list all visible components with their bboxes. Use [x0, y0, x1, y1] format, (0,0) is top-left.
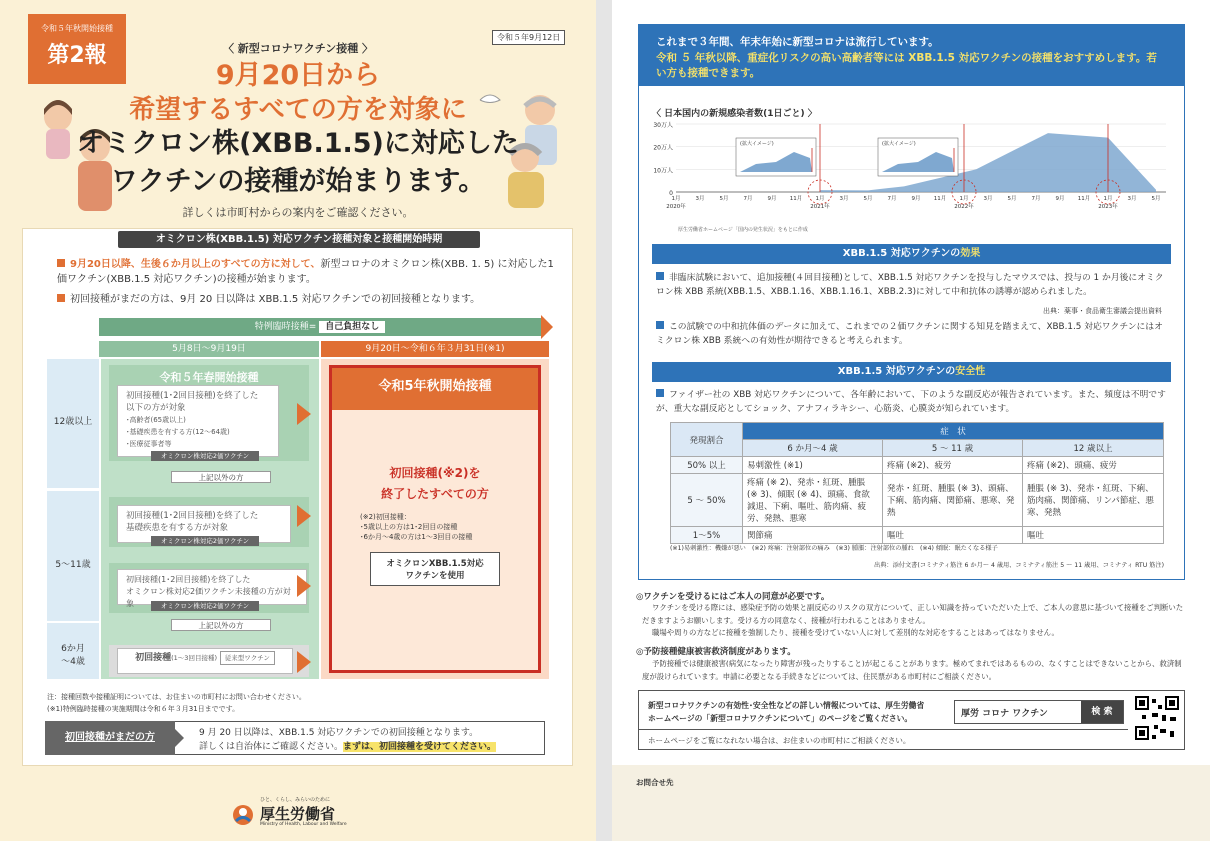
contact-label: お問合せ先 — [636, 778, 674, 787]
box4-tag: 従来型ワクチン — [220, 651, 275, 665]
tag-main: 第2報 — [47, 43, 107, 68]
td-cell: 発赤・紅斑、腫脹 (※ 3)、頭痛、下痢、筋肉痛、関節痛、悪寒、発熱 — [883, 474, 1023, 527]
mhlw-logo-icon — [232, 804, 254, 826]
qr-code-icon[interactable] — [1134, 695, 1180, 741]
headline-vaccine: オミクロン株(XBB.1.5)に対応した — [77, 128, 519, 159]
headline-date: 9月20日から — [215, 60, 381, 91]
footnote-2: (※1)特例臨時接種の実施期間は令和６年３月31日までです。 — [47, 705, 240, 713]
x-tick-label: 7月 — [743, 196, 753, 202]
efficacy-title-a: XBB.1.5 対応ワクチンの — [842, 248, 961, 259]
autumn-mid1: 初回接種 — [389, 466, 438, 480]
td-cell: 関節痛 — [743, 527, 883, 544]
arrow-icon — [297, 403, 311, 425]
details-note: 詳しくは市町村からの案内をご確認ください。 — [182, 206, 414, 219]
tag-top: 令和５年秋開始接種 — [41, 24, 113, 33]
safety-title-a: XBB.1.5 対応ワクチンの — [837, 366, 956, 377]
mhlw-logo — [232, 798, 352, 830]
xbb-use-1: オミクロンXBB.1.5対応 — [386, 559, 484, 569]
xbb-use-2: ワクチンを使用 — [405, 571, 465, 581]
th-symptom: 症 状 — [743, 423, 1164, 440]
info-divider — [638, 729, 1128, 730]
box3-line: 初回接種(1･2回目接種)を終了した — [126, 575, 251, 584]
box2-line: 基礎疾患を有する方が対象 — [126, 523, 229, 533]
self-pay-badge: 自己負担なし — [319, 321, 385, 333]
td-cell: 疼痛 (※ 2)、発赤・紅斑、腫脹 (※ 3)、傾眠 (※ 4)、頭痛、食欲減退、下痢、嘔吐、筋肉痛、疲労、発熱、悪寒 — [743, 474, 883, 527]
arrow-icon — [297, 575, 311, 597]
td-rate: 1〜5% — [671, 527, 743, 544]
box2-line: 初回接種(1･2回目接種)を終了した — [126, 511, 259, 521]
autumn-box — [329, 365, 541, 673]
chart-source: 厚生労働省ホームページ「国内の発生状況」をもとに作成 — [678, 227, 808, 233]
autumn-target — [332, 464, 538, 481]
relief-title: ◎予防接種健康被害救済制度があります。 — [636, 647, 796, 657]
vaccine-tag: オミクロン株対応2価ワクチン — [151, 601, 259, 611]
age-6m-label: 6か月 — [61, 644, 85, 654]
box3-line: オミクロン株対応2価ワクチン未接種の方が対象 — [126, 587, 291, 608]
vaccine-tag: オミクロン株対応2価ワクチン — [151, 451, 259, 461]
info-line-2: ホームページの「新型コロナワクチンについて」のページをご覧ください。 — [648, 714, 913, 723]
section-title: オミクロン株(XBB.1.5) 対応ワクチン接種対象と接種開始時期 — [118, 231, 480, 248]
age-cell-5-11 — [47, 491, 99, 621]
first-text-3: まずは、初回接種を受けてください。 — [343, 742, 497, 752]
td-cell: 疼痛 (※2)、疲労 — [883, 457, 1023, 474]
page-gutter — [596, 0, 612, 841]
year-label: 2020年 — [666, 204, 686, 210]
x-tick-label: 5月 — [719, 196, 729, 202]
vaccine-tag: オミクロン株対応2価ワクチン — [151, 536, 259, 546]
td-cell: 疼痛 (※2)、頭痛、疲労 — [1023, 457, 1164, 474]
box4-sub: (1〜3回目接種) — [171, 654, 217, 662]
age-4-label: 〜4歳 — [61, 657, 85, 667]
search-box[interactable] — [954, 700, 1124, 724]
x-tick-label: 9月 — [767, 196, 777, 202]
td-cell: 嘔吐 — [1023, 527, 1164, 544]
box4-title: 初回接種 — [135, 653, 172, 663]
spring-title: 令和５年春開始接種 — [159, 371, 259, 384]
contact-area — [612, 765, 1210, 841]
year-label: 2022年 — [954, 204, 974, 210]
bullet-2 — [57, 292, 567, 307]
right-flyer-page — [612, 0, 1210, 841]
intro-line-1: これまで３年間、年末年始に新型コロナは流行しています。 — [656, 36, 939, 48]
band-arrow-icon — [541, 315, 553, 339]
period-1: 5月8日〜9月19日 — [99, 341, 319, 357]
spring-criteria — [117, 385, 279, 457]
intro-header — [638, 24, 1185, 86]
x-tick-label: 11月 — [933, 196, 947, 202]
x-tick-label: 1月 — [815, 196, 825, 202]
efficacy-1 — [656, 271, 1166, 299]
safety-1 — [656, 388, 1166, 416]
mhlw-tagline: ひと、くらし、みらいのために — [260, 797, 331, 803]
bullet-1 — [57, 257, 557, 287]
efficacy-source: 出典：薬事・食品衛生審議会提出資料 — [1043, 307, 1162, 315]
footnote-1: 注：接種回数や接種証明については、お住まいの市町村にお問い合わせください。 — [47, 693, 306, 701]
x-tick-label: 3月 — [839, 196, 849, 202]
safety-1-text: ファイザー社の XBB 対応ワクチンについて、各年齢において、下のような副反応が報告されています。また、頻度は不明ですが、重大な副反応としてショック、アナフィラキシー、心筋炎、心膜炎が知られています。 — [656, 390, 1166, 414]
first-dose-text-2 — [199, 739, 496, 752]
mhlw-name: 厚生労働省 — [260, 805, 336, 823]
x-tick-label: 3月 — [695, 196, 705, 202]
safety-heading — [652, 362, 1171, 382]
spring-line: 以下の方が対象 — [126, 403, 186, 413]
efficacy-2 — [656, 320, 1166, 348]
other-label: 上記以外の方 — [171, 619, 271, 631]
x-tick-label: 1月 — [1103, 196, 1113, 202]
bullet-2-text: 初回接種がまだの方は、9月 20 日以降は XBB.1.5 対応ワクチンでの初回接種となります。 — [70, 294, 481, 305]
x-tick-label: 1月 — [671, 196, 681, 202]
age-12-label: 12歳以上 — [53, 417, 93, 427]
side-effects-table — [670, 422, 1164, 544]
x-tick-label: 5月 — [1151, 196, 1161, 202]
box-5-11-b-text — [117, 569, 307, 608]
autumn-title: 令和5年秋開始接種 — [332, 368, 538, 410]
arrow-icon — [297, 651, 311, 673]
age-cell-6m-4 — [47, 623, 99, 679]
y-tick-label: 0 — [669, 190, 673, 197]
note-2 — [360, 512, 538, 542]
homepage-note: ホームページをご覧になれない場合は、お住まいの市町村にご相談ください。 — [648, 736, 911, 745]
x-tick-label: 9月 — [1055, 196, 1065, 202]
first-dose-text-1: 9 月 20 日以降は、XBB.1.5 対応ワクチンでの初回接種となります。 — [199, 728, 479, 738]
x-tick-label: 7月 — [1031, 196, 1041, 202]
x-tick-label: 1月 — [959, 196, 969, 202]
note-line: (※2)初回接種： — [360, 513, 411, 521]
autumn-mid2: 終了したすべての方 — [381, 487, 489, 501]
search-button[interactable]: 検 索 — [1081, 701, 1123, 723]
left-flyer-page — [0, 0, 596, 841]
bullet-1-text: 新型コロナのオミクロン株(XBB. 1. 5) に対応した1価ワクチン(XBB.1.5 対応ワクチン)の接種が始まります。 — [57, 259, 554, 285]
consent-title: ◎ワクチンを受けるにはご本人の同意が必要です。 — [636, 592, 830, 602]
td-rate: 5 〜 50% — [671, 474, 743, 527]
period-2: 9月20日〜令和６年３月31日(※1) — [321, 341, 549, 357]
safety-title-b: 安全性 — [955, 366, 986, 377]
table-source: 出典：添付文書(コミナティ筋注 6 か月〜 4 歳用、コミナティ筋注 5 〜 11 歳用、コミナティ RTU 筋注) — [874, 562, 1164, 569]
y-tick-label: 20万人 — [653, 144, 673, 152]
efficacy-heading — [652, 244, 1171, 264]
other-label: 上記以外の方 — [171, 471, 271, 483]
note-line: ･6か月〜4歳の方は1〜3回目の接種 — [360, 533, 473, 541]
year-label: 2023年 — [1098, 204, 1118, 210]
y-tick-label: 10万人 — [653, 167, 673, 175]
consent-text-1: ワクチンを受ける際には、感染症予防の効果と副反応のリスクの双方について、正しい知識を持っていただいた上で、ご本人の意思に基づいて接種をご判断いただきますようお願いします。受ける方の同意なく、接種が行われることはありません。 — [642, 603, 1184, 625]
headline-target: 希望するすべての方を対象に — [129, 95, 467, 125]
search-query: 厚労 コロナ ワクチン — [961, 709, 1048, 719]
efficacy-1-text: 非臨床試験において、追加接種(４回目接種)として、XBB.1.5 対応ワクチンを投与したマウスでは、投与の 1 か月後にオミクロン株 XBB 系統(XBB.1.5、XBB.1.16、XBB.1.16.1、XBB.2.3)に対して中和抗体の誘導が認められました。 — [656, 273, 1164, 297]
note-line: ･5歳以上の方は1･2回目の接種 — [360, 523, 458, 531]
x-tick-label: 3月 — [1127, 196, 1137, 202]
spring-line: ･医療従事者等 — [126, 440, 172, 448]
special-label-text: 特例臨時接種= — [254, 322, 317, 332]
th-age: 5 〜 11 歳 — [883, 440, 1023, 457]
relief-text: 予防接種では健康被害(病気になったり障害が残ったりすること)が起こることがあります。極めてまれではあるものの、なくすことはできないことから、救済制度が設けられています。申請に必要となる手続きなどについては、住民票がある市町村にご相談ください。 — [642, 659, 1182, 681]
subtitle: 〈 新型コロナワクチン接種 〉 — [222, 42, 374, 55]
x-tick-label: 9月 — [911, 196, 921, 202]
mhlw-english: Ministry of Health, Labour and Welfare — [260, 822, 347, 827]
td-rate: 50% 以上 — [671, 457, 743, 474]
arrow-icon — [297, 505, 311, 527]
autumn-mid1b: (※2)を — [437, 466, 481, 480]
th-age: 12 歳以上 — [1023, 440, 1164, 457]
label-arrow-icon — [175, 729, 184, 747]
efficacy-2-text: この試験での中和抗体価のデータに加えて、これまでの２価ワクチンに関する知見を踏まえて、XBB.1.5 対応ワクチンにはオミクロン株 XBB 系統への有効性が期待できると考えられます。 — [656, 322, 1163, 346]
td-cell: 腫脹 (※ 3)、発赤・紅斑、下痢、筋肉痛、関節痛、リンパ節症、悪寒、発熱 — [1023, 474, 1164, 527]
spring-line: 初回接種(1･2回目接種)を終了した — [126, 391, 259, 401]
age-5-11-label: 5〜11歳 — [55, 560, 91, 570]
spring-line: ･基礎疾患を有する方(12〜64歳) — [126, 428, 230, 436]
td-cell: 嘔吐 — [883, 527, 1023, 544]
td-cell: 易刺激性 (※1) — [743, 457, 883, 474]
x-tick-label: 3月 — [983, 196, 993, 202]
y-tick-label: 30万人 — [653, 122, 673, 129]
intro-line-2: 令和 ５ 年秋以降、重症化リスクの高い高齢者等には XBB.1.5 対応ワクチンの接種をおすすめします。若い方も接種できます。 — [656, 52, 1157, 79]
box-6m-text — [117, 648, 293, 674]
special-label — [99, 318, 541, 336]
year-label: 2021年 — [810, 204, 830, 210]
zoom-label: (拡大イメージ) — [740, 141, 774, 147]
cases-chart — [646, 118, 1176, 222]
age-cell-12 — [47, 359, 99, 489]
efficacy-title-b: 効果 — [960, 248, 981, 259]
x-tick-label: 11月 — [789, 196, 803, 202]
x-tick-label: 5月 — [1007, 196, 1017, 202]
bullet-1-highlight: 9月20日以降、生後６か月以上のすべての方に対して、 — [70, 259, 321, 270]
th-age: 6 か月〜4 歳 — [743, 440, 883, 457]
zoom-label: (拡大イメージ) — [882, 141, 916, 147]
chart-title: 〈 日本国内の新規感染者数(1日ごと) 〉 — [652, 109, 817, 119]
xbb-use-box — [370, 552, 500, 586]
table-notes: (※1)易刺激性：機嫌が悪い (※2) 疼痛：注射部位の痛み (※3) 腫脹：注射部位の腫れ (※4) 傾眠：眠たくなる様子 — [670, 545, 998, 552]
x-tick-label: 5月 — [863, 196, 873, 202]
x-tick-label: 7月 — [887, 196, 897, 202]
issue-date: 令和５年9月12日 — [492, 30, 565, 45]
eligibility-card — [22, 228, 573, 766]
x-tick-label: 11月 — [1077, 196, 1091, 202]
info-line-1: 新型コロナワクチンの有効性･安全性などの詳しい情報については、厚生労働省 — [648, 701, 925, 710]
th-rate: 発現割合 — [671, 423, 743, 457]
headline-start: ワクチンの接種が始まります。 — [110, 166, 486, 197]
spring-line: ･高齢者(65歳以上) — [126, 416, 186, 424]
first-text-2: 詳しくは自治体にご確認ください。 — [199, 742, 344, 752]
first-dose-label: 初回接種がまだの方 — [45, 721, 175, 755]
consent-text-2: 職場や周りの方などに接種を強制したり、接種を受けていない人に対して差別的な対応をすることはあってはなりません。 — [652, 628, 1059, 637]
